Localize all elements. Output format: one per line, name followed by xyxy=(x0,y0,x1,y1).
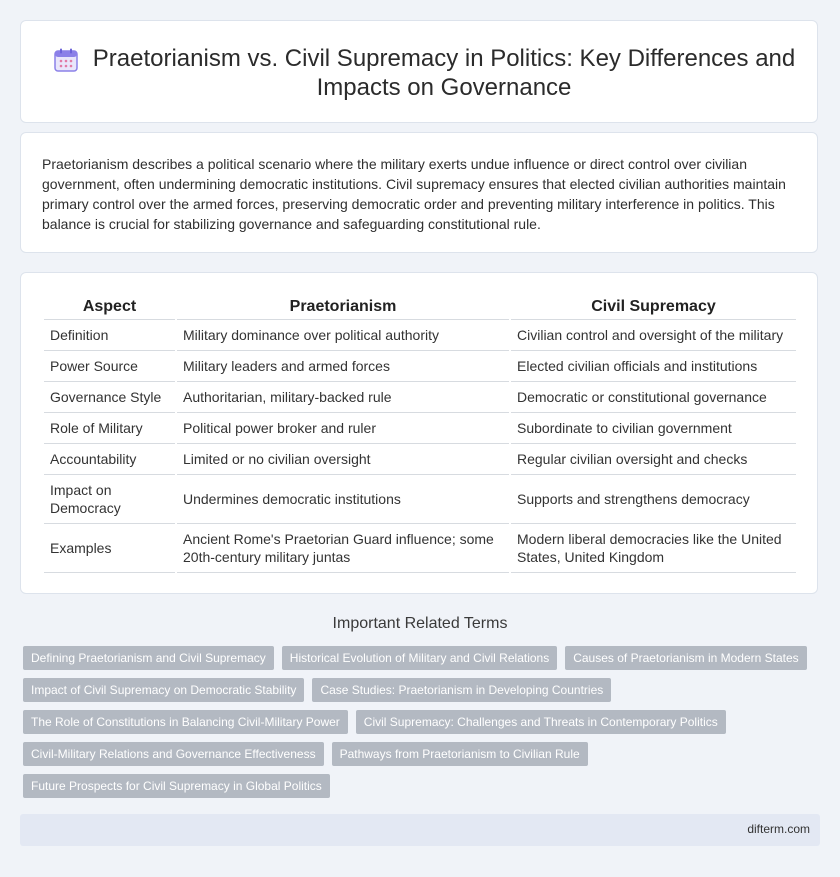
title-card xyxy=(20,20,818,123)
related-terms-heading: Important Related Terms xyxy=(332,615,508,632)
calendar-icon xyxy=(53,47,79,73)
related-term-link[interactable]: Civil-Military Relations and Governance Effectiveness xyxy=(23,742,324,766)
related-term-link[interactable]: Causes of Praetorianism in Modern States xyxy=(565,646,806,670)
column-header: Aspect xyxy=(44,297,175,320)
column-header: Praetorianism xyxy=(177,297,509,320)
comparison-card xyxy=(20,272,818,594)
praetorianism-cell: Military dominance over political authority xyxy=(177,320,509,351)
related-term-link[interactable]: Civil Supremacy: Challenges and Threats in Contemporary Politics xyxy=(356,710,726,734)
table-header-row xyxy=(44,297,796,320)
civil-supremacy-cell: Civilian control and oversight of the military xyxy=(511,320,796,351)
table-row xyxy=(44,524,796,573)
praetorianism-cell: Limited or no civilian oversight xyxy=(177,444,509,475)
footer xyxy=(20,814,820,846)
table-row xyxy=(44,475,796,524)
site-name[interactable]: difterm.com xyxy=(747,822,810,836)
related-terms-list xyxy=(23,646,823,806)
civil-supremacy-cell: Modern liberal democracies like the United States, United Kingdom xyxy=(511,524,796,573)
praetorianism-cell: Military leaders and armed forces xyxy=(177,351,509,382)
table-row xyxy=(44,320,796,351)
table-row xyxy=(44,351,796,382)
civil-supremacy-cell: Elected civilian officials and institutions xyxy=(511,351,796,382)
comparison-table xyxy=(42,297,798,573)
praetorianism-cell: Political power broker and ruler xyxy=(177,413,509,444)
civil-supremacy-cell: Supports and strengthens democracy xyxy=(511,475,796,524)
civil-supremacy-cell: Subordinate to civilian government xyxy=(511,413,796,444)
related-term-link[interactable]: Pathways from Praetorianism to Civilian Rule xyxy=(332,742,588,766)
praetorianism-cell: Ancient Rome's Praetorian Guard influence; some 20th-century military juntas xyxy=(177,524,509,573)
related-term-link[interactable]: Defining Praetorianism and Civil Supremacy xyxy=(23,646,274,670)
intro-paragraph: Praetorianism describes a political scenario where the military exerts undue influence or direct control over civilian government, often undermining democratic institutions. Civil supremacy ensures that elected civilian authorities maintain primary control over the armed forces, preserving democratic order and preventing military interference in politics. This balance is crucial for stabilizing governance and safeguarding constitutional rule. xyxy=(42,156,786,232)
related-term-link[interactable]: Case Studies: Praetorianism in Developing Countries xyxy=(312,678,611,702)
aspect-cell: Impact on Democracy xyxy=(44,475,175,524)
related-term-link[interactable]: The Role of Constitutions in Balancing Civil-Military Power xyxy=(23,710,348,734)
table-row xyxy=(44,413,796,444)
table-row xyxy=(44,444,796,475)
aspect-cell: Role of Military xyxy=(44,413,175,444)
praetorianism-cell: Authoritarian, military-backed rule xyxy=(177,382,509,413)
aspect-cell: Definition xyxy=(44,320,175,351)
aspect-cell: Accountability xyxy=(44,444,175,475)
table-row xyxy=(44,382,796,413)
related-term-link[interactable]: Impact of Civil Supremacy on Democratic Stability xyxy=(23,678,304,702)
column-header: Civil Supremacy xyxy=(511,297,796,320)
praetorianism-cell: Undermines democratic institutions xyxy=(177,475,509,524)
page-title: Praetorianism vs. Civil Supremacy in Politics: Key Differences and Impacts on Governance xyxy=(92,45,796,101)
civil-supremacy-cell: Democratic or constitutional governance xyxy=(511,382,796,413)
civil-supremacy-cell: Regular civilian oversight and checks xyxy=(511,444,796,475)
related-term-link[interactable]: Historical Evolution of Military and Civil Relations xyxy=(282,646,557,670)
intro-card xyxy=(20,132,818,253)
aspect-cell: Governance Style xyxy=(44,382,175,413)
related-term-link[interactable]: Future Prospects for Civil Supremacy in Global Politics xyxy=(23,774,330,798)
aspect-cell: Power Source xyxy=(44,351,175,382)
aspect-cell: Examples xyxy=(44,524,175,573)
